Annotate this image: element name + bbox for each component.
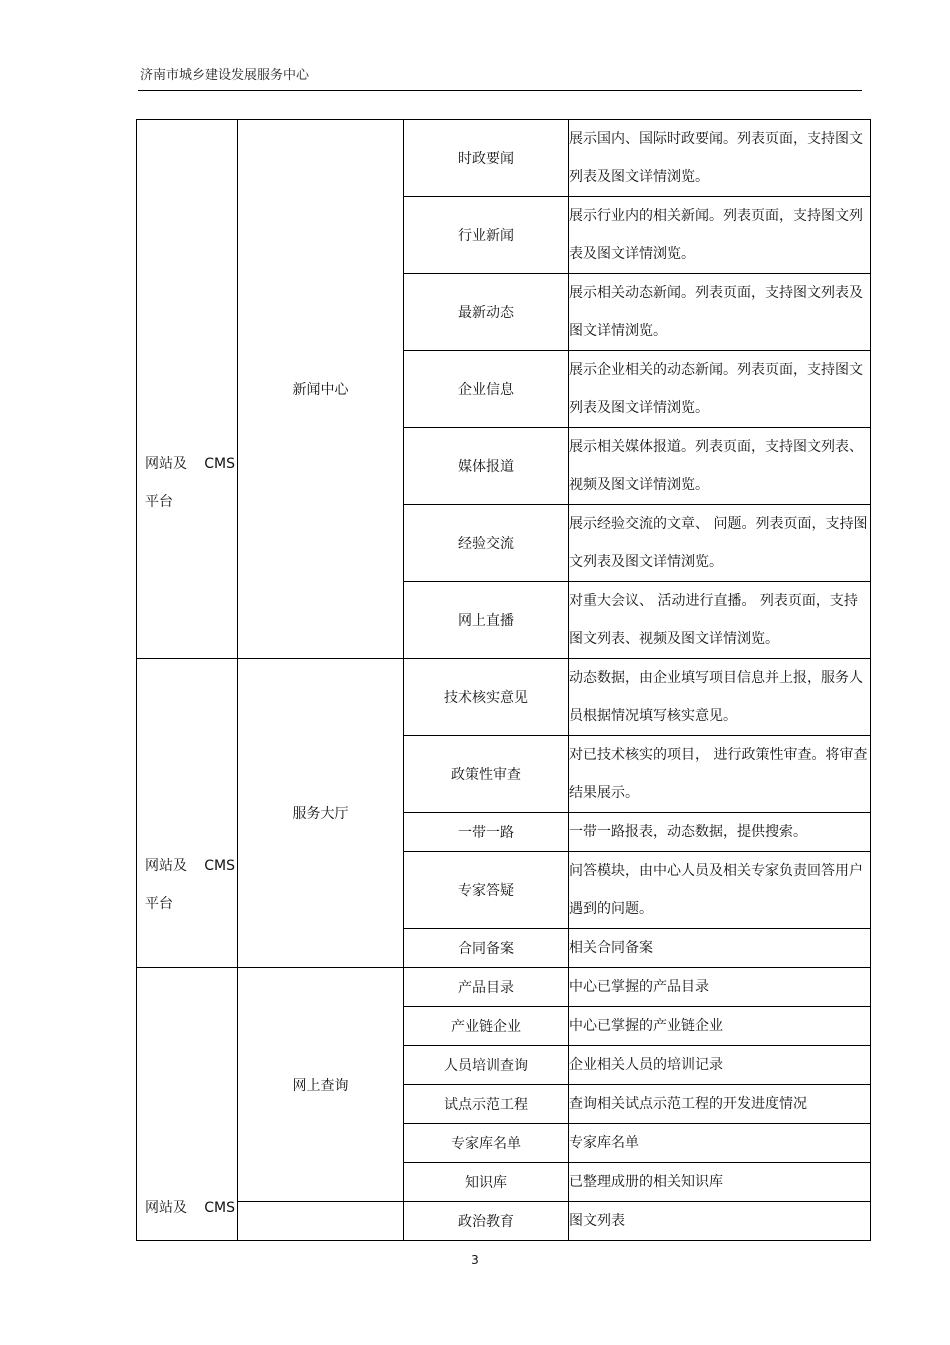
table-row (137, 968, 871, 1007)
section-cell: 服务大厅 (238, 659, 404, 968)
platform-label-c: 平台 (145, 895, 173, 912)
description-cell: 动态数据，由企业填写项目信息并上报，服务人员根据情况填写核实意见。 (569, 659, 871, 736)
platform-label-b: CMS (204, 857, 235, 874)
header-rule (138, 90, 862, 91)
description-cell: 展示企业相关的动态新闻。列表页面，支持图文列表及图文详情浏览。 (569, 351, 871, 428)
function-cell: 产业链企业 (404, 1007, 569, 1046)
platform-cell (137, 968, 238, 1241)
function-cell: 行业新闻 (404, 197, 569, 274)
function-cell: 专家答疑 (404, 852, 569, 929)
description-cell: 查询相关试点示范工程的开发进度情况 (569, 1085, 871, 1124)
function-cell: 政策性审查 (404, 736, 569, 813)
platform-label-a: 网站及 (145, 456, 187, 472)
description-cell: 展示国内、国际时政要闻。列表页面，支持图文列表及图文详情浏览。 (569, 120, 871, 197)
description-cell: 专家库名单 (569, 1124, 871, 1163)
description-cell: 图文列表 (569, 1202, 871, 1241)
function-cell: 最新动态 (404, 274, 569, 351)
function-cell: 时政要闻 (404, 120, 569, 197)
function-cell: 专家库名单 (404, 1124, 569, 1163)
function-cell: 一带一路 (404, 813, 569, 852)
platform-label-a: 网站及 (145, 857, 187, 874)
table-row (137, 659, 871, 736)
platform-label-c: 平台 (145, 494, 173, 510)
description-cell: 中心已掌握的产品目录 (569, 968, 871, 1007)
description-cell: 展示行业内的相关新闻。列表页面，支持图文列表及图文详情浏览。 (569, 197, 871, 274)
function-cell: 政治教育 (404, 1202, 569, 1241)
description-cell: 相关合同备案 (569, 929, 871, 968)
function-cell: 技术核实意见 (404, 659, 569, 736)
table-row (137, 120, 871, 197)
page-header-org: 济南市城乡建设发展服务中心 (140, 68, 310, 83)
description-cell: 展示相关动态新闻。列表页面，支持图文列表及图文详情浏览。 (569, 274, 871, 351)
description-cell: 已整理成册的相关知识库 (569, 1163, 871, 1202)
function-cell: 经验交流 (404, 505, 569, 582)
description-cell: 对已技术核实的项目， 进行政策性审查。将审查结果展示。 (569, 736, 871, 813)
description-cell: 对重大会议、 活动进行直播。 列表页面，支持图文列表、视频及图文详情浏览。 (569, 582, 871, 659)
section-cell (238, 1202, 404, 1241)
function-cell: 企业信息 (404, 351, 569, 428)
description-cell: 中心已掌握的产业链企业 (569, 1007, 871, 1046)
page-number: 3 (471, 1253, 479, 1267)
function-cell: 网上直播 (404, 582, 569, 659)
description-cell: 展示相关媒体报道。列表页面，支持图文列表、视频及图文详情浏览。 (569, 428, 871, 505)
table-row (137, 1202, 871, 1241)
section-cell: 新闻中心 (238, 120, 404, 659)
description-cell: 一带一路报表，动态数据，提供搜索。 (569, 813, 871, 852)
description-cell: 企业相关人员的培训记录 (569, 1046, 871, 1085)
description-cell: 展示经验交流的文章、 问题。列表页面，支持图文列表及图文详情浏览。 (569, 505, 871, 582)
spec-table (136, 119, 871, 1241)
description-cell: 问答模块，由中心人员及相关专家负责回答用户遇到的问题。 (569, 852, 871, 929)
platform-cell (137, 659, 238, 968)
function-cell: 知识库 (404, 1163, 569, 1202)
platform-label-b: CMS (204, 456, 235, 472)
function-cell: 合同备案 (404, 929, 569, 968)
platform-label-b: CMS (204, 1200, 235, 1216)
function-cell: 媒体报道 (404, 428, 569, 505)
platform-label-a: 网站及 (145, 1200, 187, 1216)
function-cell: 人员培训查询 (404, 1046, 569, 1085)
section-cell: 网上查询 (238, 968, 404, 1202)
function-cell: 产品目录 (404, 968, 569, 1007)
function-cell: 试点示范工程 (404, 1085, 569, 1124)
platform-cell (137, 120, 238, 659)
